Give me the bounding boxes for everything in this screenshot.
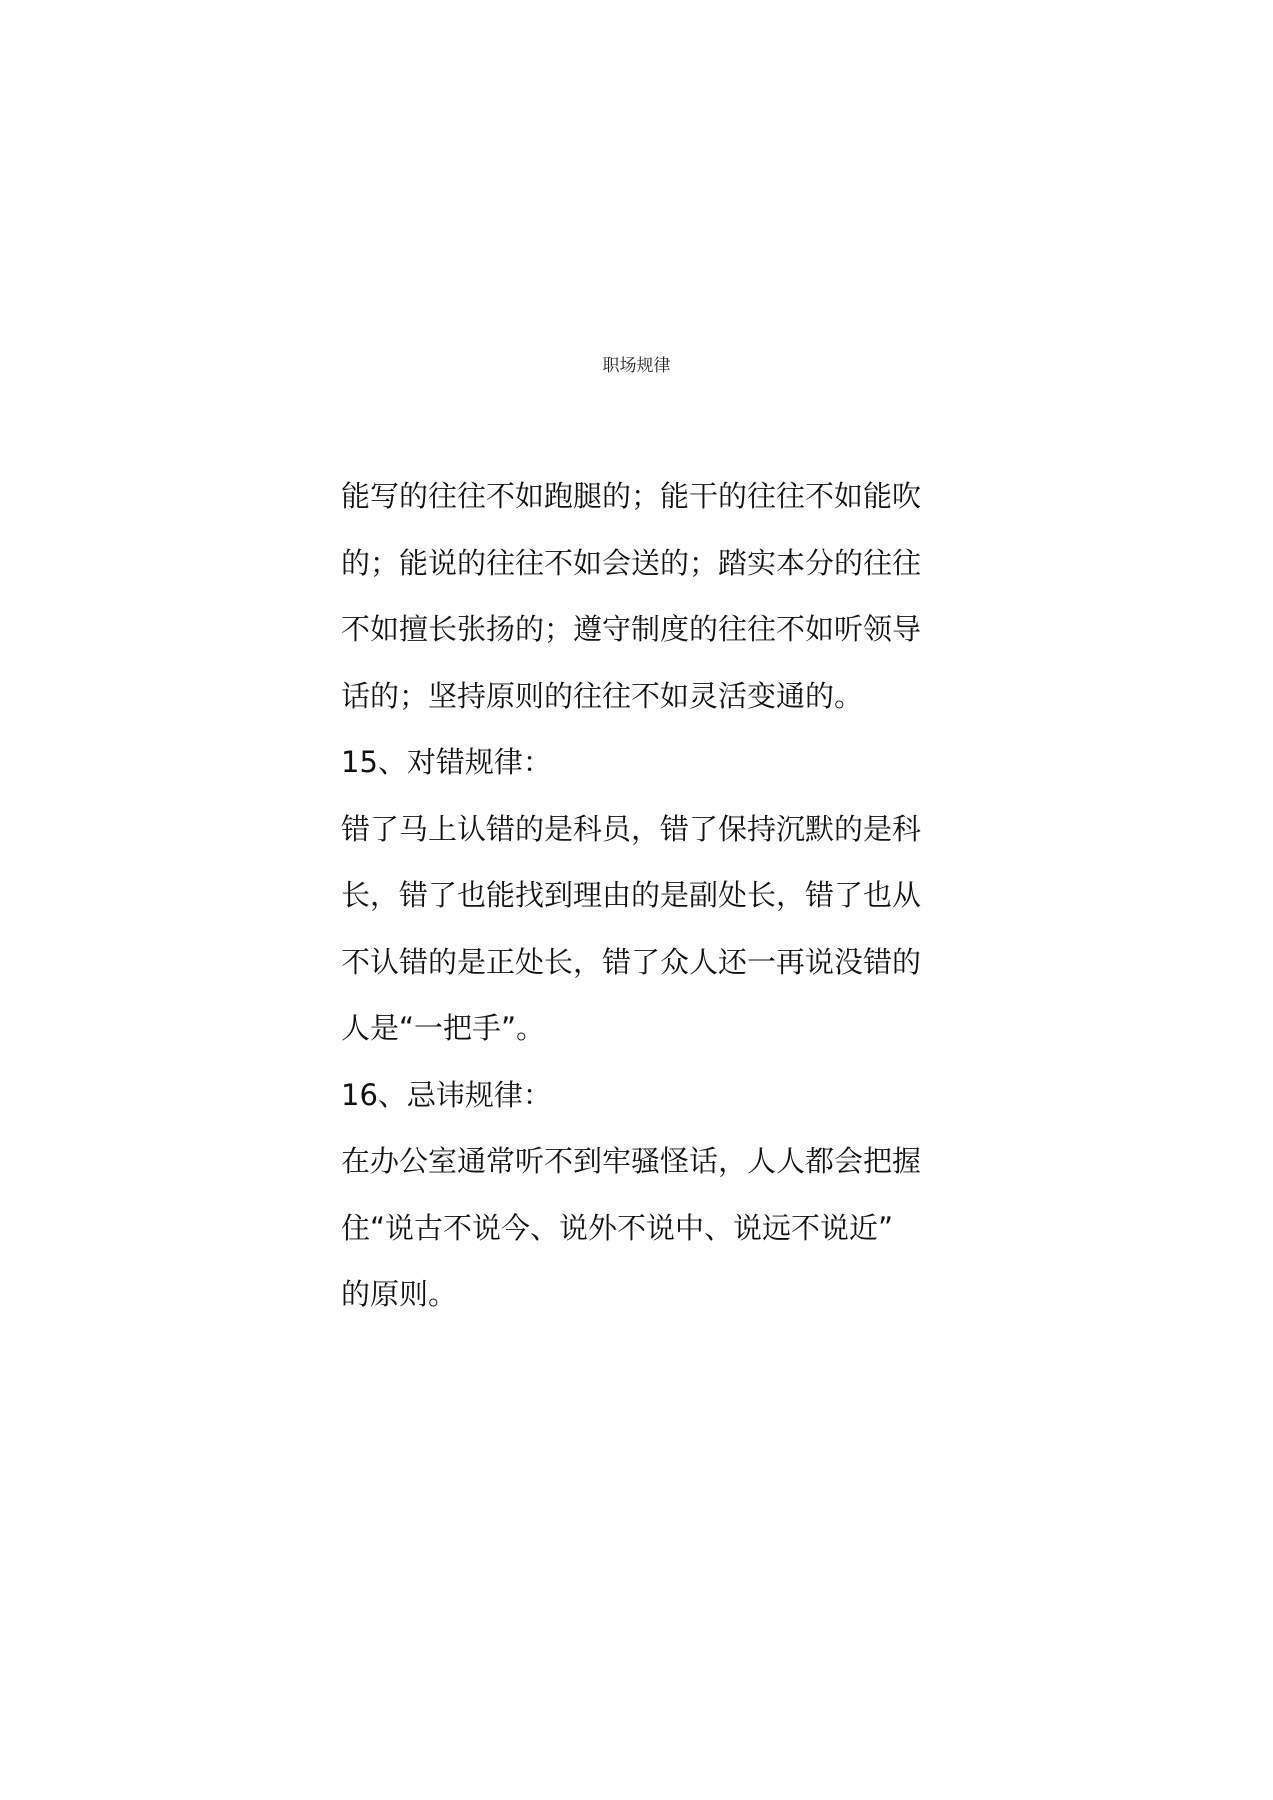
text-line: 的原则。: [341, 1277, 458, 1311]
body-text: [341, 463, 941, 1328]
text-line: 能写的往往不如跑腿的；能干的往往不如能吹: [341, 479, 922, 513]
section-heading: 16、忌讳规律：: [341, 1077, 552, 1112]
text-line: 不如擅长张扬的；遵守制度的往往不如听领导: [341, 612, 922, 646]
text-line: 话的；坚持原则的往往不如灵活变通的。: [341, 678, 864, 713]
text-line: 长，错了也能找到理由的是副处长，错了也从: [341, 878, 922, 912]
text-line: 住“说古不说今、说外不说中、说远不说近”: [341, 1210, 894, 1245]
text-line: 不认错的是正处长，错了众人还一再说没错的: [341, 944, 922, 979]
text-line: 人是“一把手”。: [341, 1011, 546, 1045]
text-line: 在办公室通常听不到牢骚怪话，人人都会把握: [341, 1144, 922, 1178]
text-line: 错了马上认错的是科员，错了保持沉默的是科: [341, 811, 922, 846]
section-heading: 15、对错规律：: [341, 745, 552, 779]
page-header: 职场规律: [602, 356, 671, 376]
text-line: 的；能说的往往不如会送的；踏实本分的往往: [341, 545, 922, 580]
